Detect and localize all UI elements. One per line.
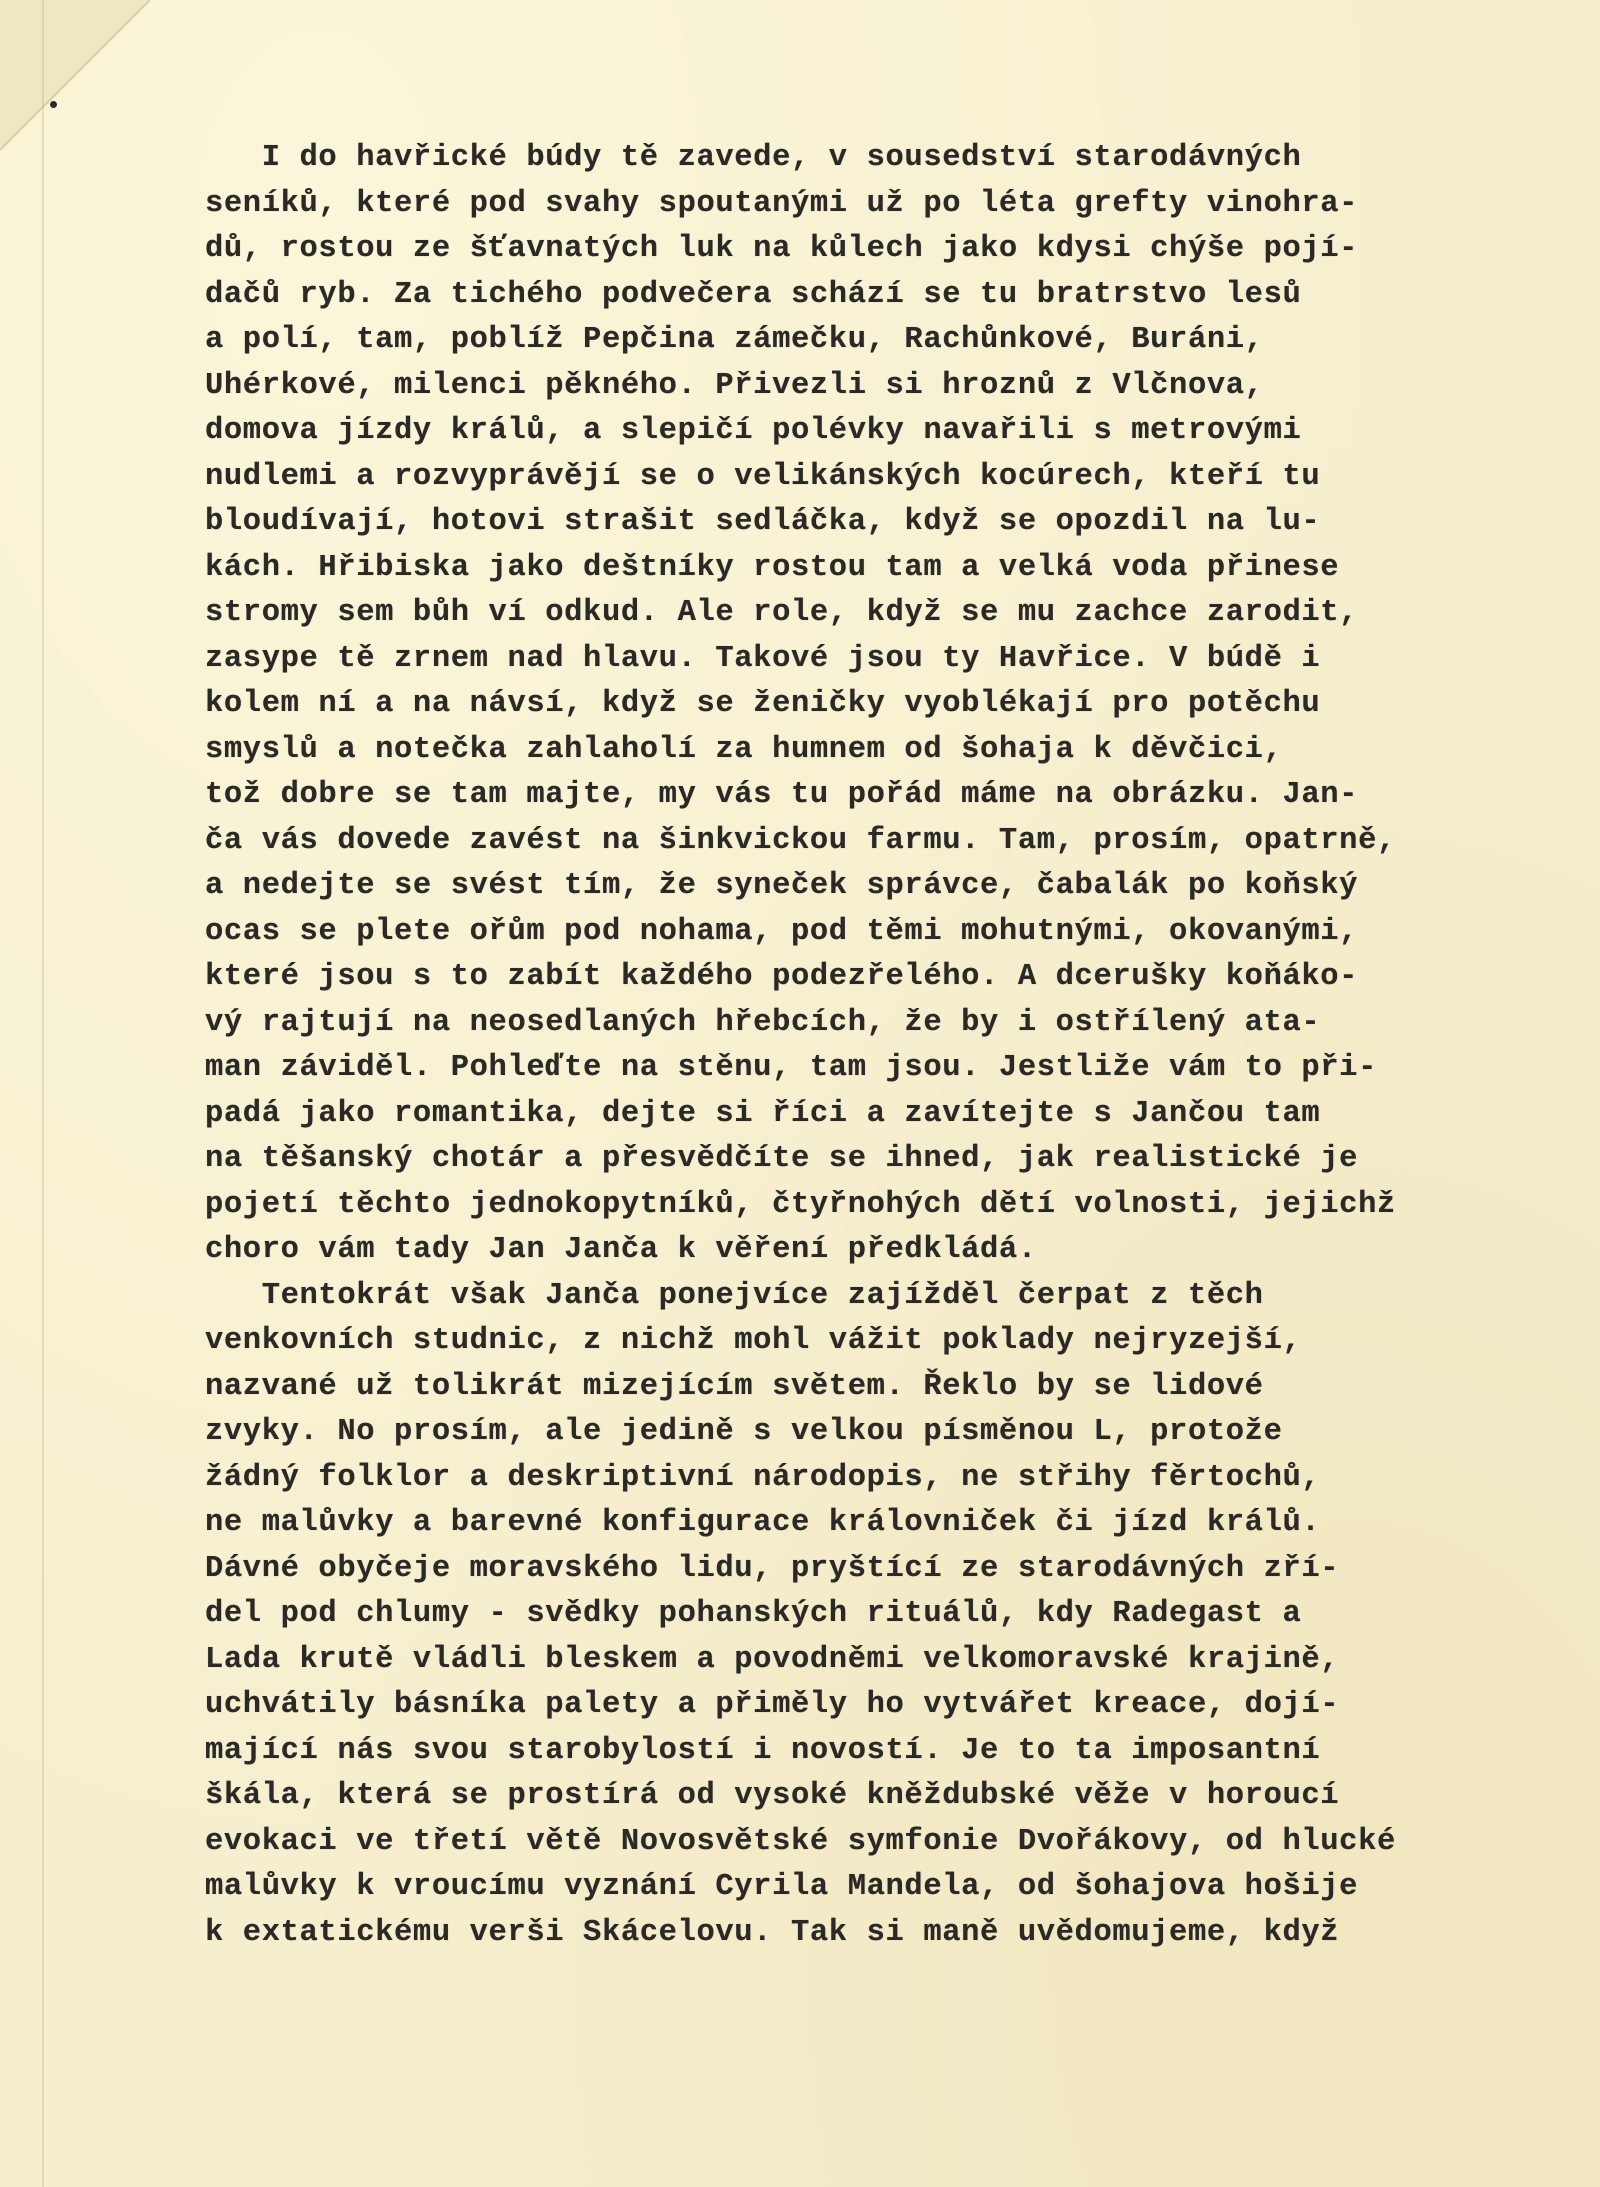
text-line: man záviděl. Pohleďte na stěnu, tam jsou. Jestliže vám to při- bbox=[205, 1051, 1377, 1085]
text-line: Lada krutě vládli bleskem a povodněmi velkomoravské krajině, bbox=[205, 1642, 1340, 1677]
text-line: Dávné obyčeje moravského lidu, pryštící ze starodávných zří- bbox=[205, 1551, 1340, 1586]
text-line: mající nás svou starobylostí i novostí. Je to ta imposantní bbox=[205, 1733, 1321, 1768]
text-line: žádný folklor a deskriptivní národopis, ne střihy fěrtochů, bbox=[205, 1460, 1321, 1495]
text-line: kách. Hřibiska jako deštníky rostou tam a velká voda přinese bbox=[205, 550, 1340, 585]
text-line: nudlemi a rozvyprávějí se o velikánských kocúrech, kteří tu bbox=[205, 459, 1321, 494]
text-line: malůvky k vroucímu vyznání Cyrila Mandela, od šohajova hošije bbox=[205, 1870, 1359, 1904]
text-line: a nedejte se svést tím, že syneček správce, čabalák po koňský bbox=[205, 869, 1359, 903]
text-line: seníků, které pod svahy spoutanými už po léta grefty vinohra- bbox=[205, 186, 1359, 221]
text-line: tož dobre se tam majte, my vás tu pořád máme na obrázku. Jan- bbox=[205, 778, 1359, 812]
text-line: padá jako romantika, dejte si říci a zavítejte s Jančou tam bbox=[205, 1096, 1321, 1131]
document-body-text bbox=[205, 136, 1465, 1956]
text-line: venkovních studnic, z nichž mohl vážit poklady nejryzejší, bbox=[205, 1324, 1302, 1358]
text-line: bloudívají, hotovi strašit sedláčka, když se opozdil na lu- bbox=[205, 505, 1321, 539]
text-line: del pod chlumy - svědky pohanských rituálů, kdy Radegast a bbox=[205, 1597, 1302, 1631]
text-line: dů, rostou ze šťavnatých luk na kůlech jako kdysi chýše pojí- bbox=[205, 232, 1359, 266]
text-line: Uhérkové, milenci pěkného. Přivezli si hroznů z Vlčnova, bbox=[205, 368, 1264, 403]
text-line: na těšanský chotár a přesvědčíte se ihned, jak realistické je bbox=[205, 1142, 1359, 1176]
paper-edge-line bbox=[42, 0, 44, 2187]
text-line: ne malůvky a barevné konfigurace královniček či jízd králů. bbox=[205, 1506, 1321, 1540]
text-line: ocas se plete ořům pod nohama, pod těmi mohutnými, okovanými, bbox=[205, 914, 1359, 949]
text-line: I do havřické búdy tě zavede, v sousedství starodávných bbox=[205, 141, 1302, 175]
text-line: ča vás dovede zavést na šinkvickou farmu. Tam, prosím, opatrně, bbox=[205, 823, 1396, 858]
text-line: k extatickému verši Skácelovu. Tak si maně uvědomujeme, když bbox=[205, 1915, 1340, 1950]
text-line: nazvané už tolikrát mizejícím světem. Řeklo by se lidové bbox=[205, 1369, 1264, 1404]
text-line: domova jízdy králů, a slepičí polévky navařili s metrovými bbox=[205, 414, 1302, 448]
folded-corner bbox=[0, 0, 150, 150]
text-line: stromy sem bůh ví odkud. Ale role, když se mu zachce zarodit, bbox=[205, 596, 1359, 630]
text-line: zvyky. No prosím, ale jedině s velkou písměnou L, protože bbox=[205, 1415, 1283, 1449]
text-line: pojetí těchto jednokopytníků, čtyřnohých dětí volnosti, jejichž bbox=[205, 1187, 1396, 1222]
text-line: smyslů a notečka zahlaholí za humnem od šohaja k děvčici, bbox=[205, 732, 1283, 767]
text-line: evokaci ve třetí větě Novosvětské symfonie Dvořákovy, od hlucké bbox=[205, 1824, 1396, 1859]
text-line: které jsou s to zabít každého podezřelého. A dcerušky koňáko- bbox=[205, 960, 1359, 994]
text-line: dačů ryb. Za tichého podvečera schází se tu bratrstvo lesů bbox=[205, 277, 1302, 312]
text-line: škála, která se prostírá od vysoké kněždubské věže v horoucí bbox=[205, 1779, 1340, 1813]
text-line: kolem ní a na návsí, když se ženičky vyoblékají pro potěchu bbox=[205, 687, 1321, 721]
text-line: choro vám tady Jan Janča k věření předkládá. bbox=[205, 1233, 1037, 1267]
text-line: a polí, tam, poblíž Pepčina zámečku, Rachůnkové, Buráni, bbox=[205, 323, 1264, 357]
text-line: Tentokrát však Janča ponejvíce zajížděl čerpat z těch bbox=[205, 1278, 1264, 1313]
text-line: uchvátily básníka palety a přiměly ho vytvářet kreace, dojí- bbox=[205, 1688, 1340, 1722]
text-line: vý rajtují na neosedlaných hřebcích, že by i ostřílený ata- bbox=[205, 1005, 1321, 1040]
text-line: zasype tě zrnem nad hlavu. Takové jsou ty Havřice. V búdě i bbox=[205, 641, 1321, 676]
paper-mark-dot bbox=[50, 101, 57, 108]
